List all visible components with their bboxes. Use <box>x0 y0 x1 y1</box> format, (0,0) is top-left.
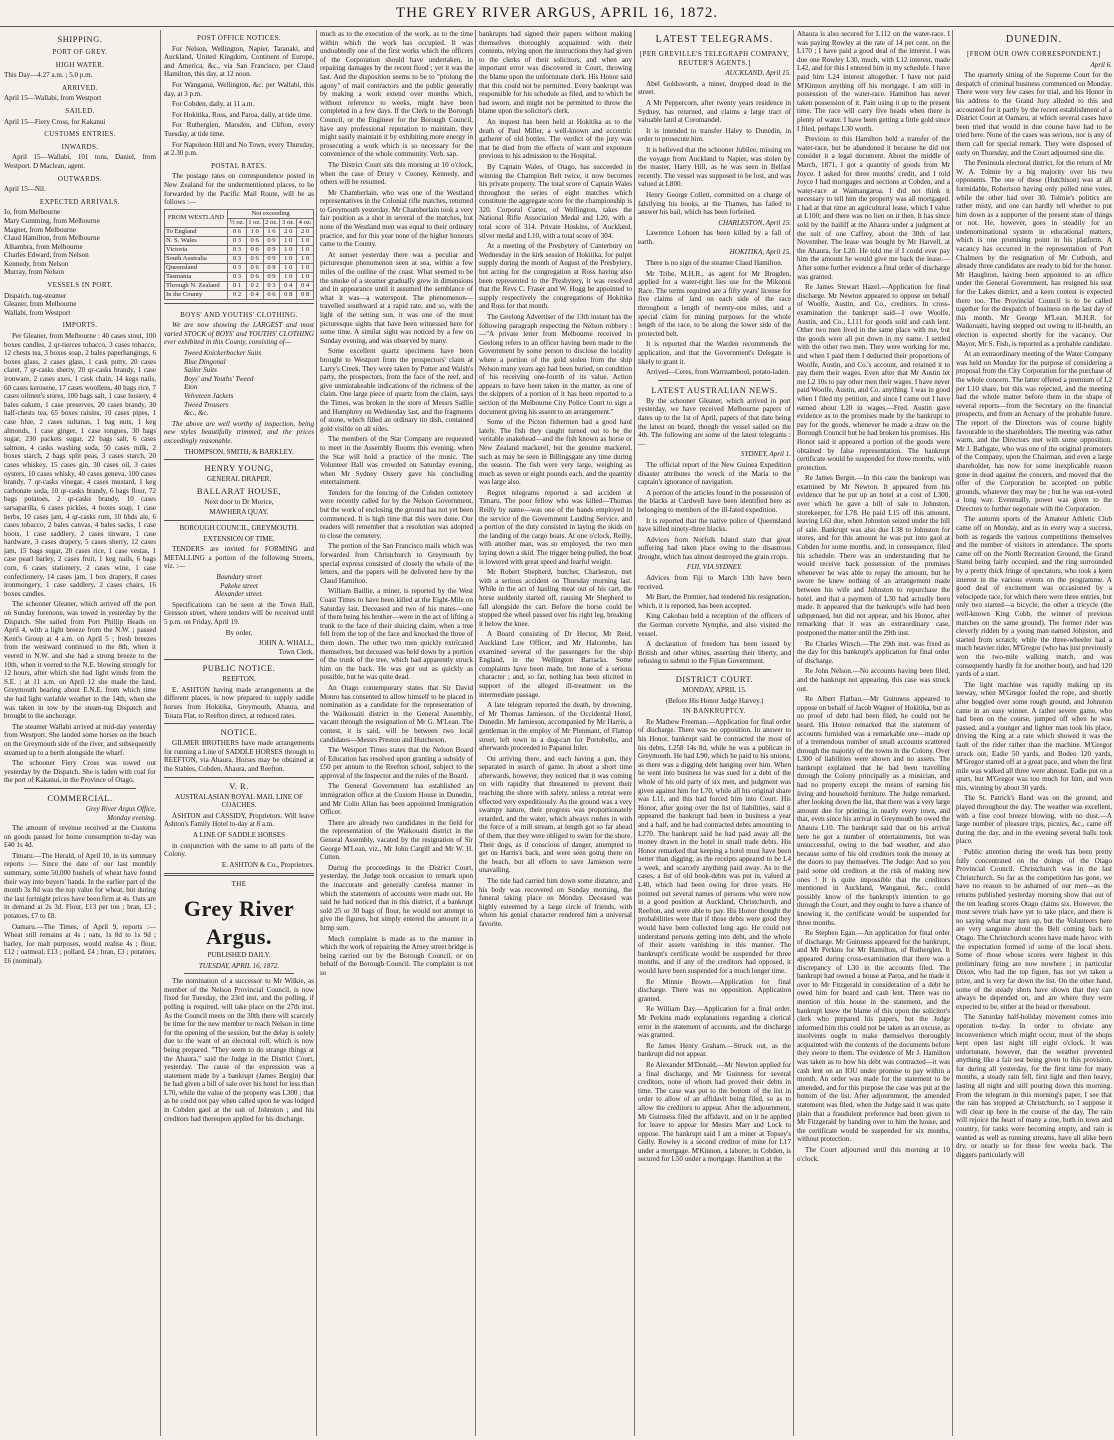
postal-place: Victoria <box>165 245 228 254</box>
postal-not-exceeding: Not exceeding <box>228 209 314 218</box>
postal-weight-header: 1 oz. <box>248 218 262 226</box>
borough-spec: Specifications can be seen at the Town Hall, Gresson street, where tenders will be received until 5 p.m. on Friday, April 19. <box>164 600 314 626</box>
reefton-title: REEFTON. <box>222 675 256 684</box>
news-paragraph: Much complaint is made as to the manner in which the work of repairing the Arney street bridge is being carried out by the Borough Council, or on behalf of the Borough Council. The complaint is not so <box>320 934 473 977</box>
post-notice: For Wanganui, Wellington, &c. per Wallabi, this day, at 3 p.m. <box>164 80 314 98</box>
post-notice: For Nelson, Wellington, Napier, Taranaki, and Auckland, United Kingdom, Continent of Europe, and America, &c., via San Francisco, per Claud Hamilton, this day, at 12 noon. <box>164 44 314 79</box>
post-office-title: POST OFFICE NOTICES. <box>197 34 281 42</box>
postal-rate: 0 6 <box>246 245 263 254</box>
court-case: Re Alexander M'Donald.—Mr Newton applied for a final discharge, and Mr Guinness for several creditors, none of whom had proved their debts in time. The case was put to the bottom of the list in order to allow of an affidavit being filed, so as to allow the creditors to appear. After the adjournment, Mr Guinness filed the affidavit, and on it he applied for leave to appear for Messrs Marr and Lock to oppose. The bankrupt said I am a miner at Topsey's Gully. Rowley is a second creditor of mine for L17 under a mortgage. M'Kinnon, a laborer, in Cobden, is secured for L50 under a mortgage. Hamilton at the <box>638 1060 791 1164</box>
court-case: Ahaura is also secured for L112 on the water-race. I was paying Rowley at the rate of 14 per cent. on the L170 ; I have paid a good deal of the interest. I was due one Rowley L30, much, with L12 interest, made L42, and for this I entered him in my schedule. I have paid him L24 interest altogether. I have not paid M'Kinnon anything off his mortgage. I am still in possession of the water-race. Hamilton has never taken possession of it. Pain using it up to the present time. The race will carry five heads when there is plenty of water. I have been getting a little gold since I filed, perhaps L30 worth. <box>797 30 950 133</box>
dateline: FIJI, VIA SYDNEY. <box>686 563 743 572</box>
public-notice-advert <box>164 659 314 720</box>
postal-rate: 0 2 <box>228 290 247 299</box>
notice-advert <box>164 723 314 773</box>
table-row <box>165 272 314 281</box>
postal-rate: 1 6 <box>263 227 280 236</box>
court-case: Re Albert Flatbau.—Mr Guinness appeared to oppose on behalf of Jacob Wagner of Hokitika, but as no proof of debt had been filed, he could not be heard. His Honor remarked that the statement of accounts furnished was a remarkable one—made up of a tremendous number of small accounts scattered through the majority of the towns in the Colony. Over L300 of liabilities were shown and no assets. The bankrupt explained that he had been travelling through the Colony principally as a musician, and had no property except the means of earning his living and household furniture. The Judge remarked, after looking down the list, that there was a very large amount due for printing in nearly every town, and that, even since his arrival in Greymouth he owed the Ahaura L10. The bankrupt said that on his arrival here he got a number of entertainments, but was unsuccessful, owing to the bad weather, and also because some of his old creditors took the money at the doors to pay themselves. The Judge: And so you paid some old creditors at the risk of making new ones ! It is quite impossible that the creditors mentioned in Auckland, Wanganui, &c., could possibly know of the bankrupt's intention to go through the Court, and they ought to have a chance of knowing it, the certificate would be suspended for three months. <box>797 695 950 927</box>
postal-weight-header: 3 oz. <box>281 218 295 226</box>
telegram: A declaration of freedom has been issued by British and other whites, asserting their liberty, and refusing to submit to the Fijian Government. <box>638 640 791 666</box>
court-case: Re Minnie Brown.—Application for final discharge. There was no opposition. Application granted. <box>638 977 791 1003</box>
postal-rate: 0 4 <box>246 290 263 299</box>
clothing-footer: The above are well worthy of inspection, being new styles beautifully trimmed, and the prices exceedingly reasonable. <box>164 419 314 445</box>
postal-rate: 1 0 <box>280 245 297 254</box>
borough-clerk: JOHN A. WHALL, Town Clerk. <box>258 639 314 656</box>
postal-weight-header: ½ oz. <box>228 218 247 227</box>
postal-place: To England <box>165 227 228 236</box>
telegram: Advices from Norfolk Island state that great suffering had taken place owing to the disastrous drought, which has almost destroyed the grain crops. <box>638 535 791 561</box>
vr-mark: V. R. <box>229 780 249 791</box>
telegram: Lawrence Lohoen has been killed by a fall of earth. <box>638 229 791 246</box>
postal-place: Queensland <box>165 263 228 272</box>
telegram: Mr Tribe, M.H.R., as agent for Mr Brogden, applied for a water-right lies use for the Mikonui Race. The terms required are a fifty years' license for five claims of land on each side of the race throughout a length of twenty-one miles, and a special claim for mining purposes for the whole length of the race, to be along the lower side of the protected belt. <box>638 269 791 338</box>
news-paragraph: The Westport Times states that the Nelson Board of Education has resolved upon granting a subsidy of £50 per annum to the Reefton school, subject to the approval of the Inspector and the rules of the Board. <box>320 746 473 780</box>
clothing-title: BOYS' AND YOUTHS' CLOTHING. <box>180 310 298 319</box>
postal-rate: 1 0 <box>297 236 314 245</box>
postal-rate: 0 3 <box>228 272 247 281</box>
court-case: The Court adjourned until this morning at 10 o'clock. <box>797 1146 950 1163</box>
postal-rate: 0 8 <box>297 290 314 299</box>
arrived-label: ARRIVED. <box>61 83 99 92</box>
draper-location: Next door to Dr Morice, <box>204 497 274 506</box>
postal-rate: 0 3 <box>228 236 247 245</box>
table-row <box>165 263 314 272</box>
news-paragraph: The Saturday half-holiday movement comes into operation to-day. In order to obviate any inconvenience which might occur, most of the shops kept open last night till eight o'clock. It was unfortunate, however, that the weather prevented anything like a fair test being given to this provision, for during all yesterday, for the first time for many months, a steady rain fell, first light and then heavy, lasting all night and still pouring down this morning. From the telegram in this morning's paper, I see that the rain has stopped at Christchurch, so I suppose it will clear up here in the course of the day. The rain will rejoice the heart of many a one, both in town and country, for tanks were becoming empty, and rain is wanted as well as running streams, have all alike been dry, or nearly so for these few weeks back. The diggers particularly will <box>956 1013 1112 1159</box>
news-paragraph: On arriving there, and each having a gun, they separated in search of game. In about a short time afterwards, however, they noticed that it was coming on with rapidity that threatened to prevent their reaching the shore with safety, unless a retreat were effected very expeditiously. As the ground was a very swampy nature, their progress was proportionately retarded, and the water, which always rushes in with the force of a mill stream, at length got so far ahead of them, that they were obliged to swim for the shore. Their dogs, as if conscious of danger, attempted to get on Harris's back, and were seen going there on the beach, but all efforts to save Jamieson were unavailing. <box>479 754 632 875</box>
court-case: Re Stephen Egan.—An application for final order of discharge. Mr Guinness appeared for the bankrupt, and Mr Perkins for Mr Hamilton, of Rutherglen. It appeared during cross-examination that there was a discrepancy of L30 in the accounts filed. The bankrupt had owned a house at Paroa, and he made it over to Mr Fitzgerald in consideration of a debt he owed him for board and cash lent. There was no mention of this house in the statement, and the bankrupt knew the blame of this upon the solicitor's clerk who prepared his papers, but the Judge informed him this could not be taken as an excuse, as insolvents ought to make themselves thoroughly acquainted with the contents of the documents before they swore to them. The evidence of Mr J. Hamilton was taken as to how his debt was contracted—it was cash lent on an IOU under promise to pay within a month. An order was made for the statement to be amended, and for this purpose the case was put at the bottom of the list. After adjournment, the amended statement was filed, when the Judge said it was quite plain that a fraudulent preference had been given to Mr Fitzgerald by handing over to him the house, and the certificate would be suspended for six months, without protection. <box>797 929 950 1144</box>
borough-sub: EXTENSION OF TIME. <box>203 534 275 543</box>
telegram: Advices from Fiji to March 13th have been received. <box>638 574 791 591</box>
news-paragraph: A late telegram reported the death, by drowning, of Mr Thomas Jamieson, of the Occidental Hotel, Dunedin. Mr Jamieson, accompanied by Mr Harris, a gentleman in the employ of Mr Plenmant, of Flattop street, left town in a dog-cart for Portobello, and afterwards proceeded to Papanui Inlet. <box>479 701 632 753</box>
news-paragraph: At an extraordinary meeting of the Water Company was held on Monday for the purpose of considering a proposal from the City Corporation for the purchase of the whole concern. The latter offered a premium of L2 per L10 share, but this was rejected, and the meeting had the whole matter before them in the shape of several reports—from the Secretary on the financial prospects, and from an Actuary of the probable future. The report of the Directors was of course highly favourable to the shareholders. The meeting was rather warm, and the Directors met with some opposition. Mr J. Bathgate, who was one of the original promoters of the Company, upon the Chairman, and even a large shareholder, has now for some inexplicable reason gone in dead against the concern, and moved that the offer of the Corporation be accepted on public grounds, whatever they may be ; but he was out-voted a long way. Eventually, power was given to the Directors to further negotiate with the Corporation. <box>956 350 1112 513</box>
customs-title: CUSTOMS ENTRIES. <box>44 130 116 139</box>
masthead: THE GREY RIVER ARGUS, APRIL 16, 1872. <box>0 0 1114 27</box>
telegram: It is reported that the Warden recommends the application, and that the Government's Delegate is likely to grant it. <box>638 340 791 366</box>
telegram: There is no sign of the steamer Claud Hamilton. <box>646 259 783 268</box>
borough-order: By order, <box>225 628 253 637</box>
mail-advert <box>164 777 314 870</box>
telegram: The official report of the New Guinea Expedition disaster attributes the wreck of the Maria to the captain's ignorance of navigation. <box>638 460 791 487</box>
postal-weight-header: 2 oz. <box>265 218 278 226</box>
news-paragraph: The St. Patrick's Band was on the ground, and played throughout the day. The weather was excellent, with a fine cool breeze blowing, with no dust.—A large number of pleasure trips, picnics, &c., came off during the day, and in the evening several balls took place. <box>956 794 1112 846</box>
telegram: Arrived—Ceres, from Warrnambool, potato-laden. <box>646 368 790 377</box>
notice-title: NOTICE. <box>220 727 258 738</box>
postal-rate: 1 0 <box>246 227 263 236</box>
column-local-news <box>316 30 476 1436</box>
news-paragraph: A Board consisting of Dr Hector, Mr Reid, Auckland Law Officer, and Mr Halcombe, has examined several of the passengers for the ship England, in the Wellington Barracks. Some complaints have been made, but none of a serious character ; and, so far, nothing has been elicited in support of the alleged ill-treatment on the intermediate passage. <box>479 630 632 699</box>
postal-rate: 0 6 <box>228 227 247 236</box>
australian-intro: By the schooner Gleaner, which arrived in port yesterday, we have received Melbourne papers of dates up to the 1st of April, papers of that date being the latest on board, though the vessel sailed on the 4th. The following are some of the latest telegrams :— <box>638 396 791 448</box>
court-case: Re William Day.—Application for a final order. Mr Perkins made explanations regarding a clerical error in the statement of accounts, and the discharge was granted. <box>638 1005 791 1040</box>
draper-advert <box>164 459 314 517</box>
postal-rate: 1 0 <box>280 272 297 281</box>
column-local-news-continued <box>475 30 635 1436</box>
mail-body: ASHTON and CASSIDY, Proprietors. Will leave Ashton's Family Hotel to-day at 8 a.m. <box>164 811 314 829</box>
news-paragraph: Mr Robert Shepherd, butcher, Charleston, met with a serious accident on Thursday morning last. While in the act of hauling meat out of his cart, the horse suddenly started off, causing Mr Shepherd to fall alongside the cart. Before the horse could be stopped the wheel passed over his right leg, breaking it below the knee. <box>479 568 632 628</box>
paper-the: THE <box>231 880 247 889</box>
table-row <box>165 236 314 245</box>
postal-rate: 0 2 <box>246 281 263 290</box>
court-case: Re Mathew Freeman.—Application for final order of discharge. There was no opposition. In answer to his Honor, bankrupt said he contracted the most of his debts, L258 14s 8d, while he was a publican in Greymouth. He had L90, which he paid to his unions, as there was a digging debt hanging over him. When he went into business he was sued for a debt of the whole of his old party of six men, and judgment was given against him for L70, while all his original share was L11, and this had forced him into Court. His Honor, after going over the list of liabilities, said it appeared the bankrupt had been in business a year and a half, and he had contracted debts amounting to L270. The bankrupt said he had paid away all the money drawn in the hotel in small trade debts. His Honor remarked that keeping a hotel must have been better than digging, as the receipts appeared to be L4 a week, and scarcely anything paid away. As to the cases, a list of old book-debts was put in, valued at L40, which had been owing for three years. He pointed out several names of persons who were now in a good position at Auckland, Christchurch, and Reefton, and were able to pay. His Honor thought the probabilities were that if those debts were good they would have been collected long ago. He could not understand persons getting into debt, and the whole of their assets vanishing in this manner. The bankrupt's certificate would be suspended for three months, and if any of the creditors had opposed, it would have been suspended for a much longer time. <box>638 717 791 975</box>
divider <box>164 873 314 876</box>
postal-rate: 0 4 <box>280 281 297 290</box>
dunedin-sub: [FROM OUR OWN CORRESPONDENT.] <box>967 50 1101 58</box>
imports-title: IMPORTS. <box>62 321 98 330</box>
borough-body: TENDERS are invited for FORMING and METALLING a portion of the following Streets, viz. :— <box>164 545 314 571</box>
table-row <box>165 254 314 263</box>
postal-rate: 1 0 <box>297 272 314 281</box>
draper-house: BALLARAT HOUSE, <box>196 485 282 496</box>
postal-rate: 0 6 <box>263 290 280 299</box>
news-paragraph: William Baillie, a miner, is reported by the West Coast Times to have been killed at the Eight-Mile on Saturday last. Deceased and two of his mates—one of them being his brother—were in the act of lifting a trunk to the face of their sluicing claim, when a tree fell from the top of the face and knocked the three of them down. The other two men quickly extricated themselves, but deceased was held down by a portion of the trunk of the tree, which had apparently struck him on the back. He was got out as quickly as possible, but he was quite dead. <box>320 587 473 682</box>
leader-text: The nomination of a successor to Mr Wilkie, as member of the Nelson Provincial Council, is now fixed for Tuesday, the 23rd inst, and the polling, if polling is required, will take place on the 27th inst. As the Council meets on the 30th there will scarcely be time for the new member to reach Nelson in time for the opening of the session, but the delay is solely due to the want of an electoral roll, which is now being prepared. "They seem to do strange things at the Ahaura," said the Judge in the District Court, yesterday. The cause of the expression was a statement made by a bankrupt (James Bergin) that he had given a bill of sale over his hotel for less than L70, while the value of the property was L300 ; that as he could not pay when called upon he was lodged in Cobden gaol at the suit of Johnston ; and his creditors had thereupon applied for his discharge. <box>164 977 314 1123</box>
inwards: April 15—Wallabi, 101 tons, Daniel, from Westport. D Maclean, agent. <box>4 153 156 170</box>
column-telegrams <box>634 30 794 1436</box>
telegram: Henry George Collett, committed on a charge of falsifying his books, at the Thames, has failed to answer his bail, which has been forfeited. <box>638 190 791 217</box>
dunedin-title: DUNEDIN. <box>1005 34 1063 45</box>
borough-title: BOROUGH COUNCIL, GREYMOUTH. <box>179 523 299 532</box>
postal-rate: 2 0 <box>280 227 297 236</box>
steamer-report: The steamer Wallabi arrived at mid-day yesterday from Westport. She landed some horses on the beach on the Greymouth side of the river, and subsequently steamed up to a berth alongside the wharf. <box>4 722 156 757</box>
news-paragraph: The members of the Star Company are requested to meet in the Assembly Rooms this evening, when the Star will hold a practice of the music. The Volunteer Hall was crowded on Saturday evening, when Mr Sydney Ossery gave his concluding entertainment. <box>320 435 473 487</box>
postal-rate: 2 0 <box>297 227 314 236</box>
sailed: April 15—Fiery Cross, for Kakanui <box>4 117 106 126</box>
news-paragraph: By Captain Wales, of Otago, has succeeded in winning the Champion Belt twice, it now becomes his private property. The total score of Captain Wales throughout the series of eight matches which constitute the aggregate score for the championship is 320. Corporal Carter, of Wellington, takes the National Rifle Association Medal and L20, with a total score of 314. Private Hoskins, of Auckland, silver medal and L10, with a total score of 304. <box>479 162 632 240</box>
post-notice: For Rutherglen, Marsden, and Clifton, every Tuesday, at tide time. <box>164 121 314 138</box>
dateline: HOKITIKA, April 15. <box>729 248 791 257</box>
news-paragraph: much as to the execution of the work, as to the time within which the work has occupied. It was undoubtedly one of the first works which the officers of the Corporation should have undertaken, in repairing damages by the recent flood ; yet it was the last. And the disposition seems to be to "prolong the agony" of mail contractors and the public generally by making a work extend over months which, without reference to weeks, might have been completed in a few days. If the Clerk to the Borough Council, or the Engineer for the Borough Council, have any professional reputation to maintain, they might easily maintain it by exhibiting more energy in prosecuting a work which is so necessary for the convenience of the whole community. Verb. sap. <box>320 30 473 159</box>
imports-text: Per Gleaner, from Melbourne : 40 cases stout, 100 boxes candles, 2 qr-tierces tobacco, 3 cases tobacco, 12 chests tea, 3 boxes soap, 2 bales paperhangings, 6 boxes glass, 2 cases glass, 1 cask putty, 20 cases claret, 7 qr-casks sherry, 20 qr-casks brandy, 1 case ironware, 2 cases axes, 1 cask chain, 14 kegs nails, 60 cases kerosene, 17 cases woollens, 40 bags rice, 7 cases oilmen's stores, 100 bags salt, 1 case hosiery, 4 bales oakum, 1 case preserves, 20 cases brandy, 30 half-chests tea, 65 boxes raisins, 10 cases pipes, 1 case blue, 2 cases sultanas, 1 bag nuts, 1 keg almonds, 1 case ginger, 1 case tongues, 30 bags sugar, 230 packets sugar, 22 bags salt, 6 cases salmon, 4 casks washing soda, 50 cases milk, 2 boxes starch, 2 bags split peas, 3 cases starch, 20 cases whiskey, 15 cases gin, 30 cases oil, 3 cases oysters, 10 cases whisky, 40 cases geneva, 100 cases brandy, 7 qr-casks vinegar, 4 cases mustard, 1 keg carbonate soda, 10 qr-casks brandy, 6 bags flour, 72 bags potatoes, 2 qr-casks brandy, 10 cases sarsaparilla, 6 cases pickles, 4 boxes soap, 1 case herbs, 10 cases jam, 4 qr-casks rum, 10 hhds ale, 6 cases tobacco, 2 bales canvas, 4 bales sacks, 1 case boots, 1 case saddlery, 2 cases tinware, 1 case hardware, 3 cases drapery, 5 cases sherry, 12 cases jam, 15 bags sugar, 20 cases rice, 1 case vestas, 1 case pearl barley, 2 cases fruit, 1 keg nails, 6 bags corn, 6 cases stationery, 2 cases wine, 1 case confectionery, 14 cases jam, 1 box drapery, 8 cases ironmongery, 1 case saddlery, 2 cases chairs, 16 boxes candles. <box>4 332 156 598</box>
telegram: It is reported that the native police of Queensland have killed ninety-three blacks. <box>638 516 791 534</box>
postal-rates-table <box>164 209 314 300</box>
high-water-label: HIGH WATER. <box>55 60 105 69</box>
postal-rate: 1 0 <box>280 254 297 263</box>
news-paragraph: The Peninsula electoral district, for the return of Mr W. A. Tolmie by a big majority over his two opponents. The one of these (Hutchison) was at all formidable, Robertson having only polled nine votes, while the other had over 30. Tolmie's politics are rather misty, and one can hardly tell whether to put him down as a supporter of the present state of things or not. He, however, goes in steadily for an undenominational system in educational matters, which is one promising point in his platform. A vacancy has occurred in the representation of Port Chalmers by the resignation of Mr Cutbush, and already three candidates are ready to bid for the honor. Mr Haughton, having been appointed to an office under the General Government, has resigned his seat for the Lakes district, and a keen contest is expected there too. The Provincial Council is to be called together for the despatch of business on the last day of this month. Mr George M'Lean, M.H.R. for Waikouaiti, having stepped out owing to ill-health, an election is expected shortly for the vacancy. Our Mayor, Mr S. Fish, is reported as a probable candidate. <box>956 159 1112 348</box>
postal-rate: 0 9 <box>263 263 280 272</box>
post-notice: For Hokitika, Ross, and Paroa, daily, at tide time. <box>172 110 313 119</box>
telegram: A Mr Peppercorn, after twenty years residence in Sydney, has returned, and claims a large tract of valuable land at Coromandel. <box>638 98 791 125</box>
borough-advert <box>164 520 314 656</box>
news-paragraph: The quarterly sitting of the Supreme Court for the despatch of criminal business commenced on Monday. There were very few cases for trial, and his Honor in his address to the Grand Jury alluded to this and accounted for it partly by the recent establishment of a District Court at Oamaru, at which several cases have been tried that would in due course have had to be tried here. None of the cases was serious, nor is any of them call for special remark. They were disposed of early on Thursday, and the Court adjourned sine die. <box>956 71 1112 157</box>
notice-body: GILMER BROTHERS have made arrangements for running a Line of SADDLE HORSES through to REEFTON, via Ahaura. Horses may be obtained at the Stables, Cobden, Ahaura, and Reefton. <box>164 739 314 774</box>
fiery-cross-report: The schooner Fiery Cross was towed out yesterday by the Dispatch. She is laden with coal for the port of Kakanui, in the Province of Otago. <box>4 759 156 785</box>
news-paragraph: The autumn sports of the Amateur Athletic Club came off on Monday, and as in every way a success, both as regards the various competitions themselves and the number of visitors in attendance. The sports came off on the North Recreation Ground, the Grand Stand being fairly occupied, and the ring surrounded by a pretty thick fringe of spectators, who took a keen interest in the various events on the programme. A good deal of excitement was occasioned by a velocipede race, for which there were three entries, but only two started—a bicycle, the other a tricycle (the well-known King Cobb, the winner of previous matches on the same ground). The former rider was cleverly ridden by a young man named Johnston, and started from scratch; while the three-wheeler had a much heavier rider, M'Gregor (who has just previously won the two-mile walking match, and was consequently hardly fit for another bout), and had 120 yards of a start. <box>956 515 1112 679</box>
court-case: Re James Henry Graham.—Struck out, as the bankrupt did not appear. <box>638 1041 791 1059</box>
telegram: It is intended to transfer Haley to Dunedin, in order to prosecute him. <box>638 126 791 144</box>
postal-rate: 0 6 <box>246 263 263 272</box>
news-paragraph: Public attention during the week has been pretty fully concentrated on the doings of the Otago Provincial Council. Christchurch was in the last Christchurch. So far as the competition has gone, we have no reason to be ashamed of our men—as the returns published yesterday morning show that out of the ten leading scores Otago claims six. However, the most severe trials have yet to take place, and there is no saying what may turn up, but the Volunteers here are very sanguine about the Belt coming back to Otago. The Christchurch scores have made havoc with the expectation formed of some of the local shots. Some of those whose scores were highest in this preliminary firing are now nowhere ; in particular Dixon, who had the top figure, has not yet taken a prize, and is very far down the list. On the other hand, some of the steady shots have shown that they can always be depended on, and are where they were expected to be, either at the head or thereabout. <box>956 848 1112 1011</box>
news-paragraph: Some excellent quartz specimens have been brought to Westport from the prospectors' claim at Larry's Creek. They were taken by Potter and Walsh's party, the prospectors, from the face of the reef, and give unmistakeable indications of the richness of the claim. One large piece of quartz from the claim, says the Times, was broken in the store of Messrs Saillie and Humphrey on Wednesday last, and the fragments of stone, which filled an ordinary tin dish, contained gold visible on all sides. <box>320 347 473 433</box>
news-paragraph: At a meeting of the Presbytery of Canterbury on Wednesday in the kirk session of Hokitika, for pulpit supply during the month of August of the Presbytery, but acting for the congregation at Ross having also been represented to the Presbytery, it was resolved that the Revs C. Fraser and W. Hogg be appointed to supply respectively the congregations of Hokitika and Ross for that month. <box>479 242 632 311</box>
saddle-body: in conjunction with the same to all parts of the Colony. <box>164 841 314 859</box>
news-paragraph: Some of the Picton fishermen had a good haul lately. The fish they caught turned out to be the veritable snakehead—and the fish known as horse or New Zealand mackerel, but the genuine mackerel, such as may be seen in Billingsgate any time during the season. The fish were very large, weighing as much as seven or eight pounds each, and the quantity was large also. <box>479 418 632 487</box>
post-notice: For Cobden, daily, at 11 a.m. <box>172 100 255 109</box>
postal-rate: 0 9 <box>263 245 280 254</box>
mail-title: AUSTRALASIAN ROYAL MAIL LINE OF COACHES. <box>175 792 303 810</box>
borough-streets: Boundary street Pakeke street Alexander street. <box>214 572 264 599</box>
divider <box>658 669 771 670</box>
outwards-label: OUTWARDS. <box>57 174 103 183</box>
news-paragraph: The Geelong Advertiser of the 13th instant has the following paragraph respecting the Nelson robbery :—"A private letter from Melbourne received in Geelong refers to an officer having been made to the Government by some person to disclose the locality where a portion of the gold stolen from the ship Nelson many years ago had been buried, on condition of his receiving one-fourth of its value. Action appears to have been taken in the matter, as one of the skippers of a portion of it has been reported to a section of the Melbourne City Police Court to sign a document giving his assent to an arrangement." <box>479 313 632 416</box>
court-case: Re James Stewart Hazel.—Application for final discharge. Mr Newton appeared to oppose on behalf of Woolfe, Austin, and Co., creditors. In cross-examination the bankrupt said—I owe Woolfe, Austin, and Co., L111 for goods sold and cash lent. Other two men lived in the same place with me, but the goods were all put down in my name. I settled with the other two men. They were working for me, and when I paid them I deducted their proportions of Woolfe, Austin, and Co.'s account, and retained it to pay them their wages. Even after that Mr Austin let me L2 10s to pay other men their wages. I have never paid Woolfe, Austin, and Co. anything. I was in good when I filed my petition, and since I came out I have earned about L20 in wages.—Fred. Austin gave evidence as to the promises made by the bankrupt to pay for the goods, whenever he made a draw on the Borough Council but he had broken his promises. His Honor said it appeared a portion of the goods were obtained by false representation. The bankrupt certificate would be suspended for three months, with protection. <box>797 283 950 472</box>
postal-rates-title: POSTAL RATES. <box>211 161 267 170</box>
postal-rate: 0 3 <box>228 263 247 272</box>
telegram: Abel Goldsworth, a miner, dropped dead in the street. <box>638 79 791 97</box>
post-notice: For Napoleon Hill and No Town, every Thursday, at 2.30 p.m. <box>164 140 314 158</box>
postal-place: Through N. Zealand <box>165 281 228 290</box>
news-paragraph: During the proceedings in the District Court, yesterday, the Judge took occasion to remark upon the inaccurate and generally careless manner in which the statements of accounts were made out. He said he had noticed that in this district, if a bankrupt sold 25 or 30 bags of flour, he would not attempt to give the figures, but simply entered the amount in a lump sum. <box>320 863 473 932</box>
column-court-continued <box>793 30 953 1436</box>
postal-rate: 0 3 <box>263 281 280 290</box>
oamaru-report: Oamaru.—The Times, of April 9, reports :— Wheat still remains at 4s ; oats, 1s 8d to 1s 9d ; barley, for malt purposes, would realise 4s ; flour, £12 ; oatmeal, £13 ; pollard, £4 ; bran, £3 ; potatoes, £6 (nominal). <box>4 922 156 965</box>
news-paragraph: An Otago contemporary states that Sir David Monro has consented to allow himself to be placed in nomination as a candidate for the representation of the Waikouaiti district in the General Assembly, vacant through the resignation of Mr G. M'Lean. The contest, it is said, will be between two local candidates—Messrs Preston and Hutcheson. <box>320 683 473 744</box>
divider <box>658 380 771 381</box>
column-dunedin <box>952 30 1112 1436</box>
outwards: April 15—Nil. <box>4 185 46 194</box>
paper-published: PUBLISHED DAILY. <box>207 950 271 959</box>
court-sub: IN BANKRUPTCY. <box>682 707 747 716</box>
port-title: PORT OF GREY. <box>52 48 108 56</box>
timaru-report: Timaru.—The Herald, of April 10, in its summary reports :— Since the date of our last monthly summary, some 50,000 bushels of wheat have found their way into buyers' hands. In the earlier part of the month 3s 8d was the top value for wheat, but during the last fortnight prices have been firm at 4s. Oats are in demand at 2s 3d. Flour, £13 per ton ; bran, £3 ; potatoes, £7 to £8. <box>4 851 156 921</box>
clothing-body: We are now showing the LARGEST and most varied STOCK of BOYS' and YOUTHS' CLOTHING ever exhibited in this County, consisting of— <box>164 321 314 347</box>
court-case: Re Charles Wirsch.—The 29th inst. was fixed as the day for this bankrupt's application for final order of discharge. <box>797 639 950 665</box>
saddle-title: A LINE OF SADDLE HORSES <box>192 831 286 839</box>
telegrams-sub: [PER GREVILLE'S TELEGRAPH COMPANY, REUTER'S AGENTS.] <box>639 50 790 67</box>
news-paragraph: An inquest has been held at Hokitika as to the death of Paul Miller, a well-known and eccentric gatherer of old bottles. The verdict of the jury was that he died from the effects of want and exposure previous to his admission to the Hospital. <box>479 117 632 161</box>
saddle-sign: E. ASHTON & Co., Proprietors. <box>221 860 314 869</box>
court-date: MONDAY, APRIL 15. <box>682 686 747 694</box>
postal-rate: 0 1 <box>228 281 247 290</box>
postal-rate: 0 3 <box>228 245 247 254</box>
clothing-firm: THOMPSON, SMITH, & BARKLEY. <box>184 447 294 456</box>
column-notices <box>160 30 317 1436</box>
paper-date: TUESDAY, APRIL 16, 1872. <box>198 961 280 970</box>
news-paragraph: The tide had carried him down some distance, and his body was recovered on Sunday morning, the funeral taking place on Monday. Deceased was highly esteemed by a large circle of friends, with whom his genial character rendered him a universal favorite. <box>479 877 632 928</box>
schooner-report: The schooner Gleaner, which arrived off the port on Sunday forenoon, was towed in yesterday by the Dispatch. She sailed from Port Phillip Heads on April 4, with a light breeze from the N.W. ; passed Kent's Group at 4 a.m. on April 5 ; fresh breezes from the westward continued to the 8th, when it veered to N.W. and she had a strong breeze to the 10th, when it veered to the N.E. blowing strongly for 12 hours, after which she had light winds from the S.E. ; at 11 a.m. on April 12 she made the land, Greymouth bearing about E.N.E. from which time she had light variable weather to the 14th, when she was taken in tow by the steam-tug Dispatch and brought to the anchorage. <box>4 600 156 721</box>
table-row <box>165 290 314 299</box>
postal-rate: 1 0 <box>297 245 314 254</box>
postal-rate: 0 3 <box>228 254 247 263</box>
expected-label: EXPECTED ARRIVALS. <box>39 197 121 206</box>
court-case: Re John Nelson.—No accounts having been filed, and the bankrupt not appearing, this case was struck out. <box>797 667 950 693</box>
in-port-list: Dispatch, tug-steamer Gleaner, from Melbourne Wallabi, from Westport <box>4 291 77 317</box>
inwards-label: INWARDS. <box>61 142 99 151</box>
columns <box>4 30 1110 1436</box>
postal-from-header: FROM WESTLAND <box>165 209 228 227</box>
divider <box>184 973 294 974</box>
clothing-advert <box>164 303 314 457</box>
news-paragraph: The portion of the San Francisco mails which was forwarded from Christchurch to Greymouth by special express consisted of closely the whole of the letters, and the papers will be delivered here by the Claud Hamilton. <box>320 542 473 585</box>
sailed-label: SAILED. <box>65 106 95 115</box>
shipping-title: SHIPPING. <box>57 34 103 44</box>
column-shipping <box>4 30 159 1436</box>
dateline: April 6. <box>1090 60 1112 69</box>
news-paragraph: The General Government has established an immigration office at the Custom House in Dunedin, and Mr Colin Allan has been appointed Immigration Officer. <box>320 782 473 817</box>
australian-news-title: LATEST AUSTRALIAN NEWS. <box>651 384 778 395</box>
clothing-items: Tweed Knickerbocker Suits Blue Dingonal Sailor Suits Boys' and Youths' Tweed Eton Velveteen Jackets Tweed Trousers &c., &c. <box>184 349 262 418</box>
dateline: SYDNEY, April 1. <box>740 450 791 459</box>
news-paragraph: The District Court sits this morning at 10 o'clock, when the case of Drury v Cooney, Kennedy, and others will be resumed. <box>320 160 473 187</box>
postal-place: Tasmania <box>165 272 228 281</box>
telegram: King Cakobau held a reception of the officers of the German corvette Nymphe, and also visited the vessel. <box>638 612 791 638</box>
high-water: This Day—4.27 a.m. ; 5.0 p.m. <box>4 71 93 80</box>
postal-place: In the County <box>165 290 228 299</box>
postal-rate: 0 8 <box>280 290 297 299</box>
dateline: CHARLESTON, April 15. <box>718 218 791 227</box>
news-paragraph: The light machine was rapidly making up its leeway, when M'Gregor fouled the rope, and shortly after boggled over some rough ground, and Johnston came in an easy winner. A rather severe game, who had been on the course, jumped off when he was passed, and a younger and lighter man took his place, driving the King at a rate which showed it was the fault of the rider rather than the machine. M'Gregor struck out, Eadie 50 yards, and Bodeo 120 yards, M'Gregor started off at a great pace, and when the first mile was walked all three were abreast. Eadie put on a spurt, but M'Gregor was too much for him, and won this, winning by about 30 yards. <box>956 680 1112 792</box>
public-notice-title: PUBLIC NOTICE. <box>202 663 276 674</box>
office-line: Grey River Argus Office, Monday evening. <box>85 804 156 822</box>
postal-rate: 1 0 <box>297 254 314 263</box>
news-paragraph: There are already two candidates in the field for the representation of the Waikouaiti district in the General Assembly, vacated by the resignation of Sir George M'Lean, viz., Mr John Cargill and Mr W. H. Cutten. <box>320 818 473 862</box>
commercial-title: COMMERCIAL. <box>47 792 113 803</box>
telegram: Mr Burt, the Premier, had tendered his resignation, which, it is reported, has been accepted. <box>638 593 791 610</box>
reefton-body: E. ASHTON having made arrangements at the different places, is now prepared to supply saddle horses from Hokitika, Greymouth, Ahaura, and Totara Flat, to Reefton direct, at reduced rates. <box>164 685 314 720</box>
draper-quay: MAWHERA QUAY. <box>209 508 269 517</box>
table-row <box>165 227 314 236</box>
court-judge: (Before His Honor Judge Harvey.) <box>665 696 764 705</box>
court-case: Re James Bergin.—In this case the bankrupt was examined by Mr Newton. It appeared from his evidence that he put up an hotel at a cost of L300, over which he gave a bill of sale to Johnston, storekeeper, for L78. He paid L15 off this amount, leaving L63 due, when Johnston seized under the bill of sale. Bankrupt was also due L38 to Johnston for stores, and for this amount he was put into gaol at Cobden for some months, and, in consequence, filed his schedule. There was an understanding that he would receive back possession of the premises whenever he was able to repay the amount, but he swore he knew nothing of an arrangement made between his wife and Johnston to repurchase the hotel, and that a payment of L30 had actually been made. It appeared that the bankrupt's wife had been subpœnaed, but did not appear, and his Honor, after remarking that it was an extraordinary case, postponed the matter until the 29th inst. <box>797 474 950 637</box>
postal-rate: 0 4 <box>297 281 314 290</box>
telegram: It is believed that the schooner Jubilee, missing on the voyage from Auckland to Napier, was stolen by the master, Harry Hill, as he was seen in Belfast recently. The vessel was supposed to be lost, and was valued at L800. <box>638 145 791 189</box>
in-port-label: VESSELS IN PORT. <box>47 281 113 290</box>
postal-rate: 0 6 <box>246 236 263 245</box>
news-paragraph: Regret telegrams reported a sad accident at Timaru. The poor fellow who was killed—Thomas Reilly by name—was one of the hands employed in the service of the Government Landing Service, and a portion of the duty consisted in laying the skids on the landing of the cargo boats. At one o'clock, Reilly, with another man, was so employed, the two men laying down a skid. The trigger being pulled, the boat is lowered with great speed and fearful weight. <box>479 488 632 566</box>
postal-rate: 1 0 <box>280 263 297 272</box>
postal-rate: 0 6 <box>246 272 263 281</box>
news-paragraph: Mr Chamberlain, who was one of the Westland representatives in the Colonial rifle matches, returned to Greymouth yesterday. Mr Chamberlain took a very fair position as a shot in several of the matches, but none of the Westland men was equal to their ordinary practice, and for this year none of the higher honours came to the County. <box>320 188 473 249</box>
news-paragraph: At sunset yesterday there was a peculiar and picturesque phenomenon seen at sea, within a few miles of the outline of the coast. What seemed to be the smoke of a steamer gradually grew in dimensions and in appearance until it assumed the semblance of what it was—a waterspout. The phenomenon—travelled southward at a rapid rate, and so, with the light of the setting sun, it was one of the most picturesque sights that have been witnessed here for some time. A similar sight was noticed by a few on Sunday evening, and was observed by many. <box>320 250 473 345</box>
postal-place: N. S. Wales <box>165 236 228 245</box>
draper-trade: GENERAL DRAPER, <box>206 475 272 484</box>
table-row <box>165 281 314 290</box>
postal-rate: 0 9 <box>263 254 280 263</box>
expected-list: Io, from Melbourne Mary Cumming, from Melbourne Magnet, from Melbourne Claud Hamilton, from Melbourne Alhambra, from Melbourne Charles Edward, from Nelson Kennedy, from Nelson Murray, from Nelson <box>4 208 100 277</box>
arrived: April 15—Wallabi, from Westport <box>4 94 102 103</box>
divider <box>24 788 136 789</box>
news-paragraph: Tenders for the fencing of the Cobden cemetery were recently called for by the Nelson Government, but the work of enclosing the ground has not yet been commenced. It is high time that this were done. Our readers will remember that a resolution was adopted to close the cemetery. <box>320 488 473 540</box>
postal-rate: 1 0 <box>297 263 314 272</box>
postal-rate: 1 0 <box>280 236 297 245</box>
postal-rate: 0 9 <box>263 272 280 281</box>
telegrams-title: LATEST TELEGRAMS. <box>655 34 774 45</box>
postal-rate: 0 6 <box>246 254 263 263</box>
draper-name: HENRY YOUNG, <box>204 463 274 474</box>
postal-intro: The postage rates on correspondence posted in New Zealand for the undermentioned places, to be forwarded by the Pacific Mail Route, will be as follows :— <box>164 172 314 207</box>
postal-weight-header: 4 oz. <box>298 218 312 226</box>
court-case: Previous to this Hamilton held a transfer of the water-race, but he abandoned it because he did not consider it a legal document. About the middle of March, 1871, I got a quantity of goods from Mr Joyce. I asked for three months' credit, and I told Joyce I had mortgages and sections at Cobden, and a water-race at Waimangaroa. I did not think it necessary to tell him the property was all mortgaged. I had at that time an agricultural lease, which I value at L100; and there was no lien on it then. It has since sold by the bailiff at the Ahaura under a judgment at the suit of one Caffrey, about the 30th of last November. The lease was bought by Mr Harvell, at the Ahaura, for L20. He told me if I could ever pay him the amount he would give me back the lease.—After some further evidence a final order of discharge was granted. <box>797 135 950 281</box>
district-court-title: DISTRICT COURT. <box>675 674 754 684</box>
revenue-text: The amount of revenue received at the Customs on goods passed for home consumption to-day was £40 1s 4d. <box>4 824 156 850</box>
paper-title: Grey River Argus. <box>183 895 295 949</box>
news-paragraph: bankrupts had signed their papers without making themselves thoroughly acquainted with their contents, relying upon the instructions they had given to the clerks of their solicitors, and when any important error was discovered in Court, throwing the blame upon the unfortunate clerk. His Honor said that this could not be permitted. Every bankrupt was responsible for his schedule as filed, and to which he had sworn, and might not be permitted to throw the blame upon the solicitor's clerk. <box>479 30 632 116</box>
telegram: A portion of the articles found in the possession of the blacks at Cardwell have been identified here as belonging to members of the ill-fated expedition. <box>638 488 791 514</box>
postal-rate: 0 9 <box>263 236 280 245</box>
postal-place: South Australia <box>165 254 228 263</box>
dateline: AUCKLAND, April 15. <box>725 69 791 78</box>
table-row <box>165 245 314 254</box>
